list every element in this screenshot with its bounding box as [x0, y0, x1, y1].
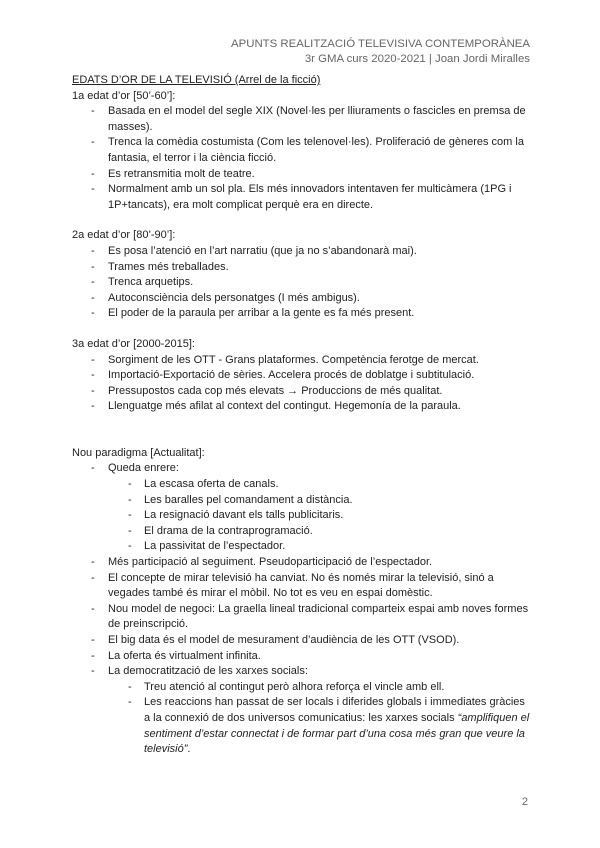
list-item: - Es posa l’atenció en l’art narratiu (que ja no s’abandonarà mai).: [72, 244, 532, 260]
list-item: - Autoconsciència dels personatges (I més ambigus).: [72, 291, 532, 307]
list-item: - Es retransmitia molt de teatre.: [72, 167, 532, 183]
sublist-item: - La resignació davant els talls publicitaris.: [72, 508, 532, 524]
section-2-heading: 2a edat d’or [80’-90’]:: [72, 229, 176, 242]
list-item: - El concepte de mirar televisió ha canviat. No és només mirar la televisió, sinó a vegades també és mirar el mòbil. No tot es veu en espai domèstic.: [72, 571, 532, 602]
sublist-item: - Les baralles pel comandament a distància.: [72, 493, 532, 509]
list-item: [72, 664, 532, 758]
sublist-item: - El drama de la contraprogramació.: [72, 524, 532, 540]
list-item: - Basada en el model del segle XIX (Novel·les per lliuraments o fascicles en premsa de masses).: [72, 104, 532, 135]
list-item: - La oferta és virtualment infinita.: [72, 649, 532, 665]
page-number: 2: [521, 796, 528, 808]
queda-sublist: [108, 477, 532, 555]
document-body: [72, 73, 532, 758]
section-2-list: [72, 244, 532, 322]
sublist-item: - La escasa oferta de canals.: [72, 477, 532, 493]
list-item: - Pressupostos cada cop més elevats → Produccions de més qualitat.: [72, 384, 532, 400]
sublist-item: - La passivitat de l’espectador.: [72, 539, 532, 555]
section-3-heading: 3a edat d’or [2000-2015]:: [72, 337, 195, 350]
democ-sublist: [108, 680, 532, 758]
democ-item2-text: Les reaccions han passat de ser locals i diferides globals i immediates gràcies a la connexió de dos universos comunicatius: les xarxes socials: [144, 696, 525, 724]
list-item: - El poder de la paraula per arribar a la gente es fa més present.: [72, 306, 532, 322]
section-1-heading: 1a edat d’or [50’-60’]:: [72, 89, 176, 102]
democ-item2-end: .: [187, 743, 191, 756]
list-item: - Importació-Exportació de sèries. Accelera procés de doblatge i subtitulació.: [72, 368, 532, 384]
list-item: - Normalment amb un sol pla. Els més innovadors intentaven fer multicàmera (1PG i 1P+tancats), era molt complicat perquè era en directe.: [72, 182, 532, 213]
section-4-list: [72, 461, 532, 757]
democ-item2-quote: “amplifiquen el sentiment d’estar connectat i de formar part d’una cosa més gran que veure la televisió”: [144, 711, 530, 756]
header-title: APUNTS REALITZACIÓ TELEVISIVA CONTEMPORÀNEA: [231, 38, 530, 50]
list-item: - Sorgiment de les OTT - Grans plataformes. Competència ferotge de mercat.: [72, 353, 532, 369]
list-item: [72, 461, 532, 555]
queda-label: Queda enrere:: [108, 462, 179, 475]
page-title: EDATS D’OR DE LA TELEVISIÓ (Arrel de la ficció): [72, 74, 321, 86]
sublist-item: [72, 695, 532, 757]
header-course-author: 3r GMA curs 2020-2021 | Joan Jordi Miralles: [304, 53, 530, 65]
list-item: - Trames més treballades.: [72, 260, 532, 276]
list-item: - Més participació al seguiment. Pseudoparticipació de l’espectador.: [72, 555, 532, 571]
section-4-heading: Nou paradigma [Actualitat]:: [72, 446, 205, 459]
section-3-list: [72, 353, 532, 415]
list-item: - Llenguatge més afilat al context del contingut. Hegemonía de la paraula.: [72, 399, 532, 415]
list-item: - Trenca la comèdia costumista (Com les telenovel·les). Proliferació de gèneres com la fantasia, el terror i la ciència ficció.: [72, 135, 532, 166]
democ-label: La democratització de les xarxes socials:: [108, 665, 308, 678]
list-item: - El big data és el model de mesurament d’audiència de les OTT (VSOD).: [72, 633, 532, 649]
list-item: - Trenca arquetips.: [72, 275, 532, 291]
list-item: - Nou model de negoci: La graella lineal tradicional comparteix espai amb noves formes de preinscripció.: [72, 602, 532, 633]
sublist-item: - Treu atenció al contingut però alhora reforça el vincle amb ell.: [72, 680, 532, 696]
section-1-list: [72, 104, 532, 213]
